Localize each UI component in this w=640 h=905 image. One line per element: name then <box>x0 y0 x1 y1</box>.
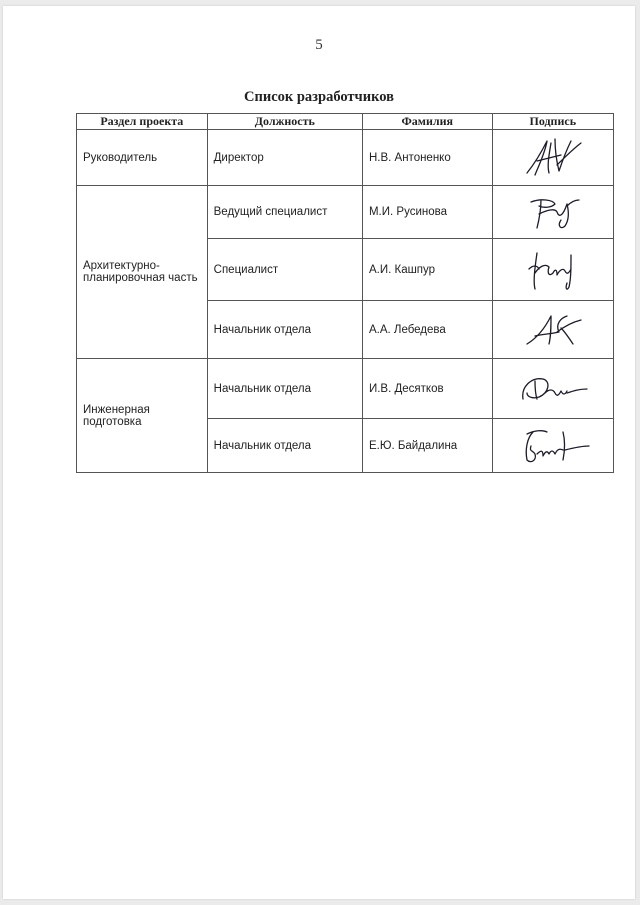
header-position: Должность <box>207 114 362 130</box>
header-surname: Фамилия <box>362 114 492 130</box>
section-cell: Архитектурно-планировочная часть <box>77 186 208 359</box>
signature-image <box>513 369 593 409</box>
signature-cell <box>492 301 613 359</box>
position-cell: Специалист <box>207 239 362 301</box>
signature-cell <box>492 239 613 301</box>
position-cell: Начальник отдела <box>207 419 362 473</box>
section-cell: Руководитель <box>77 130 208 186</box>
signature-image <box>521 308 585 352</box>
signature-cell <box>492 186 613 239</box>
table-header-row <box>77 114 614 130</box>
surname-cell: Н.В. Антоненко <box>362 130 492 186</box>
surname-cell: М.И. Русинова <box>362 186 492 239</box>
header-signature: Подпись <box>492 114 613 130</box>
developers-table <box>76 113 614 473</box>
surname-cell: И.В. Десятков <box>362 359 492 419</box>
table-row <box>77 130 614 186</box>
signature-image <box>513 424 593 468</box>
position-cell: Начальник отдела <box>207 359 362 419</box>
document-page <box>3 6 635 899</box>
table-row <box>77 359 614 419</box>
position-cell: Ведущий специалист <box>207 186 362 239</box>
surname-cell: Е.Ю. Байдалина <box>362 419 492 473</box>
page-title: Список разработчиков <box>244 89 394 105</box>
signature-cell <box>492 419 613 473</box>
page-number: 5 <box>315 37 323 53</box>
surname-cell: А.И. Кашпур <box>362 239 492 301</box>
signature-cell <box>492 359 613 419</box>
signature-image <box>521 245 585 295</box>
header-section: Раздел проекта <box>77 114 208 130</box>
table-row <box>77 186 614 239</box>
position-cell: Начальник отдела <box>207 301 362 359</box>
signature-cell <box>492 130 613 186</box>
position-cell: Директор <box>207 130 362 186</box>
surname-cell: А.А. Лебедева <box>362 301 492 359</box>
section-cell: Инженерная подготовка <box>77 359 208 473</box>
signature-image <box>521 190 585 234</box>
signature-image <box>521 135 585 181</box>
